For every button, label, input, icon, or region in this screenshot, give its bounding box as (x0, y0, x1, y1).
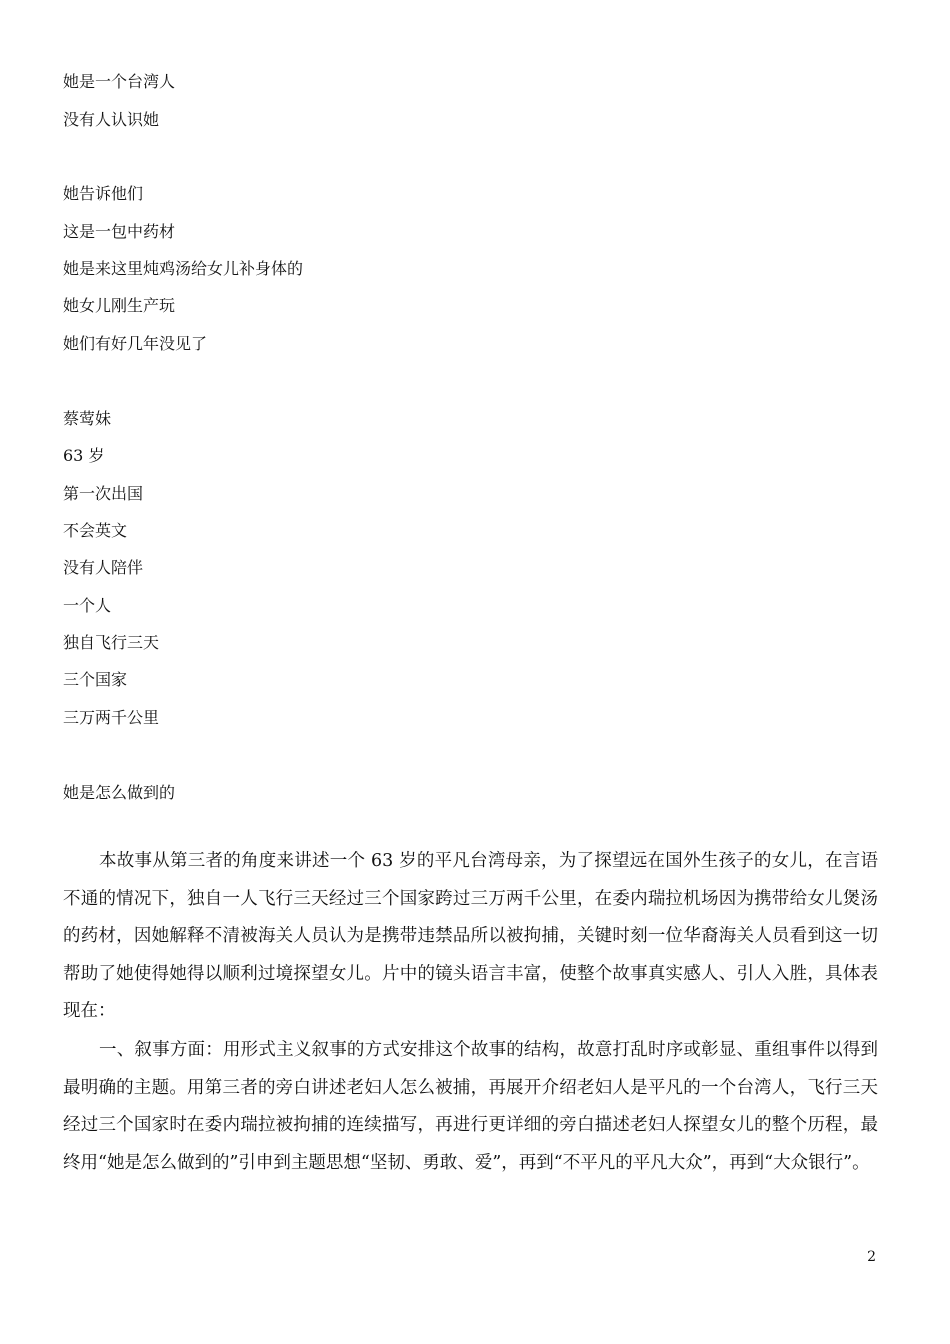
poem-line: 三万两千公里 (63, 708, 160, 727)
poem-line: 她是一个台湾人 (63, 72, 176, 91)
poem-line: 她是怎么做到的 (63, 783, 176, 802)
poem-line: 这是一包中药材 (63, 222, 176, 241)
poem-line: 三个国家 (63, 670, 128, 689)
poem-line: 她是来这里炖鸡汤给女儿补身体的 (63, 259, 304, 278)
poem-line: 她女儿刚生产玩 (63, 296, 176, 315)
page-number: 2 (867, 1249, 876, 1265)
poem-line: 一个人 (63, 596, 112, 615)
poem-line: 蔡莺妹 (63, 409, 112, 428)
body-paragraph: 一、叙事方面：用形式主义叙事的方式安排这个故事的结构，故意打乱时序或彰显、重组事件以得到最明确的主题。用第三者的旁白讲述老妇人怎么被捕，再展开介绍老妇人是平凡的一个台湾人，飞行三天经过三个国家时在委内瑞拉被拘捕的连续描写，再进行更详细的旁白描述老妇人探望女儿的整个历程，最终用“她是怎么做到的”引申到主题思想“坚韧、勇敢、爱”，再到“不平凡的平凡大众”，再到“大众银行”。 (63, 1040, 878, 1173)
body-paragraph: 本故事从第三者的角度来讲述一个 63 岁的平凡台湾母亲，为了探望远在国外生孩子的女儿，在言语不通的情况下，独自一人飞行三天经过三个国家跨过三万两千公里，在委内瑞拉机场因为携带给女儿煲汤的药材，因她解释不清被海关人员认为是携带违禁品所以被拘捕，关键时刻一位华裔海关人员看到这一切帮助了她使得她得以顺利过境探望女儿。片中的镜头语言丰富，使整个故事真实感人、引人入胜，具体表现在： (63, 851, 878, 1021)
poem-line: 63 岁 (63, 446, 105, 465)
poem-line: 不会英文 (63, 521, 128, 540)
poem-line: 独自飞行三天 (63, 633, 160, 652)
poem-line: 没有人认识她 (63, 110, 160, 129)
poem-line: 第一次出国 (63, 484, 144, 503)
poem-line: 没有人陪伴 (63, 558, 144, 577)
poem-line: 她们有好几年没见了 (63, 334, 208, 353)
poem-line: 她告诉他们 (63, 184, 144, 203)
